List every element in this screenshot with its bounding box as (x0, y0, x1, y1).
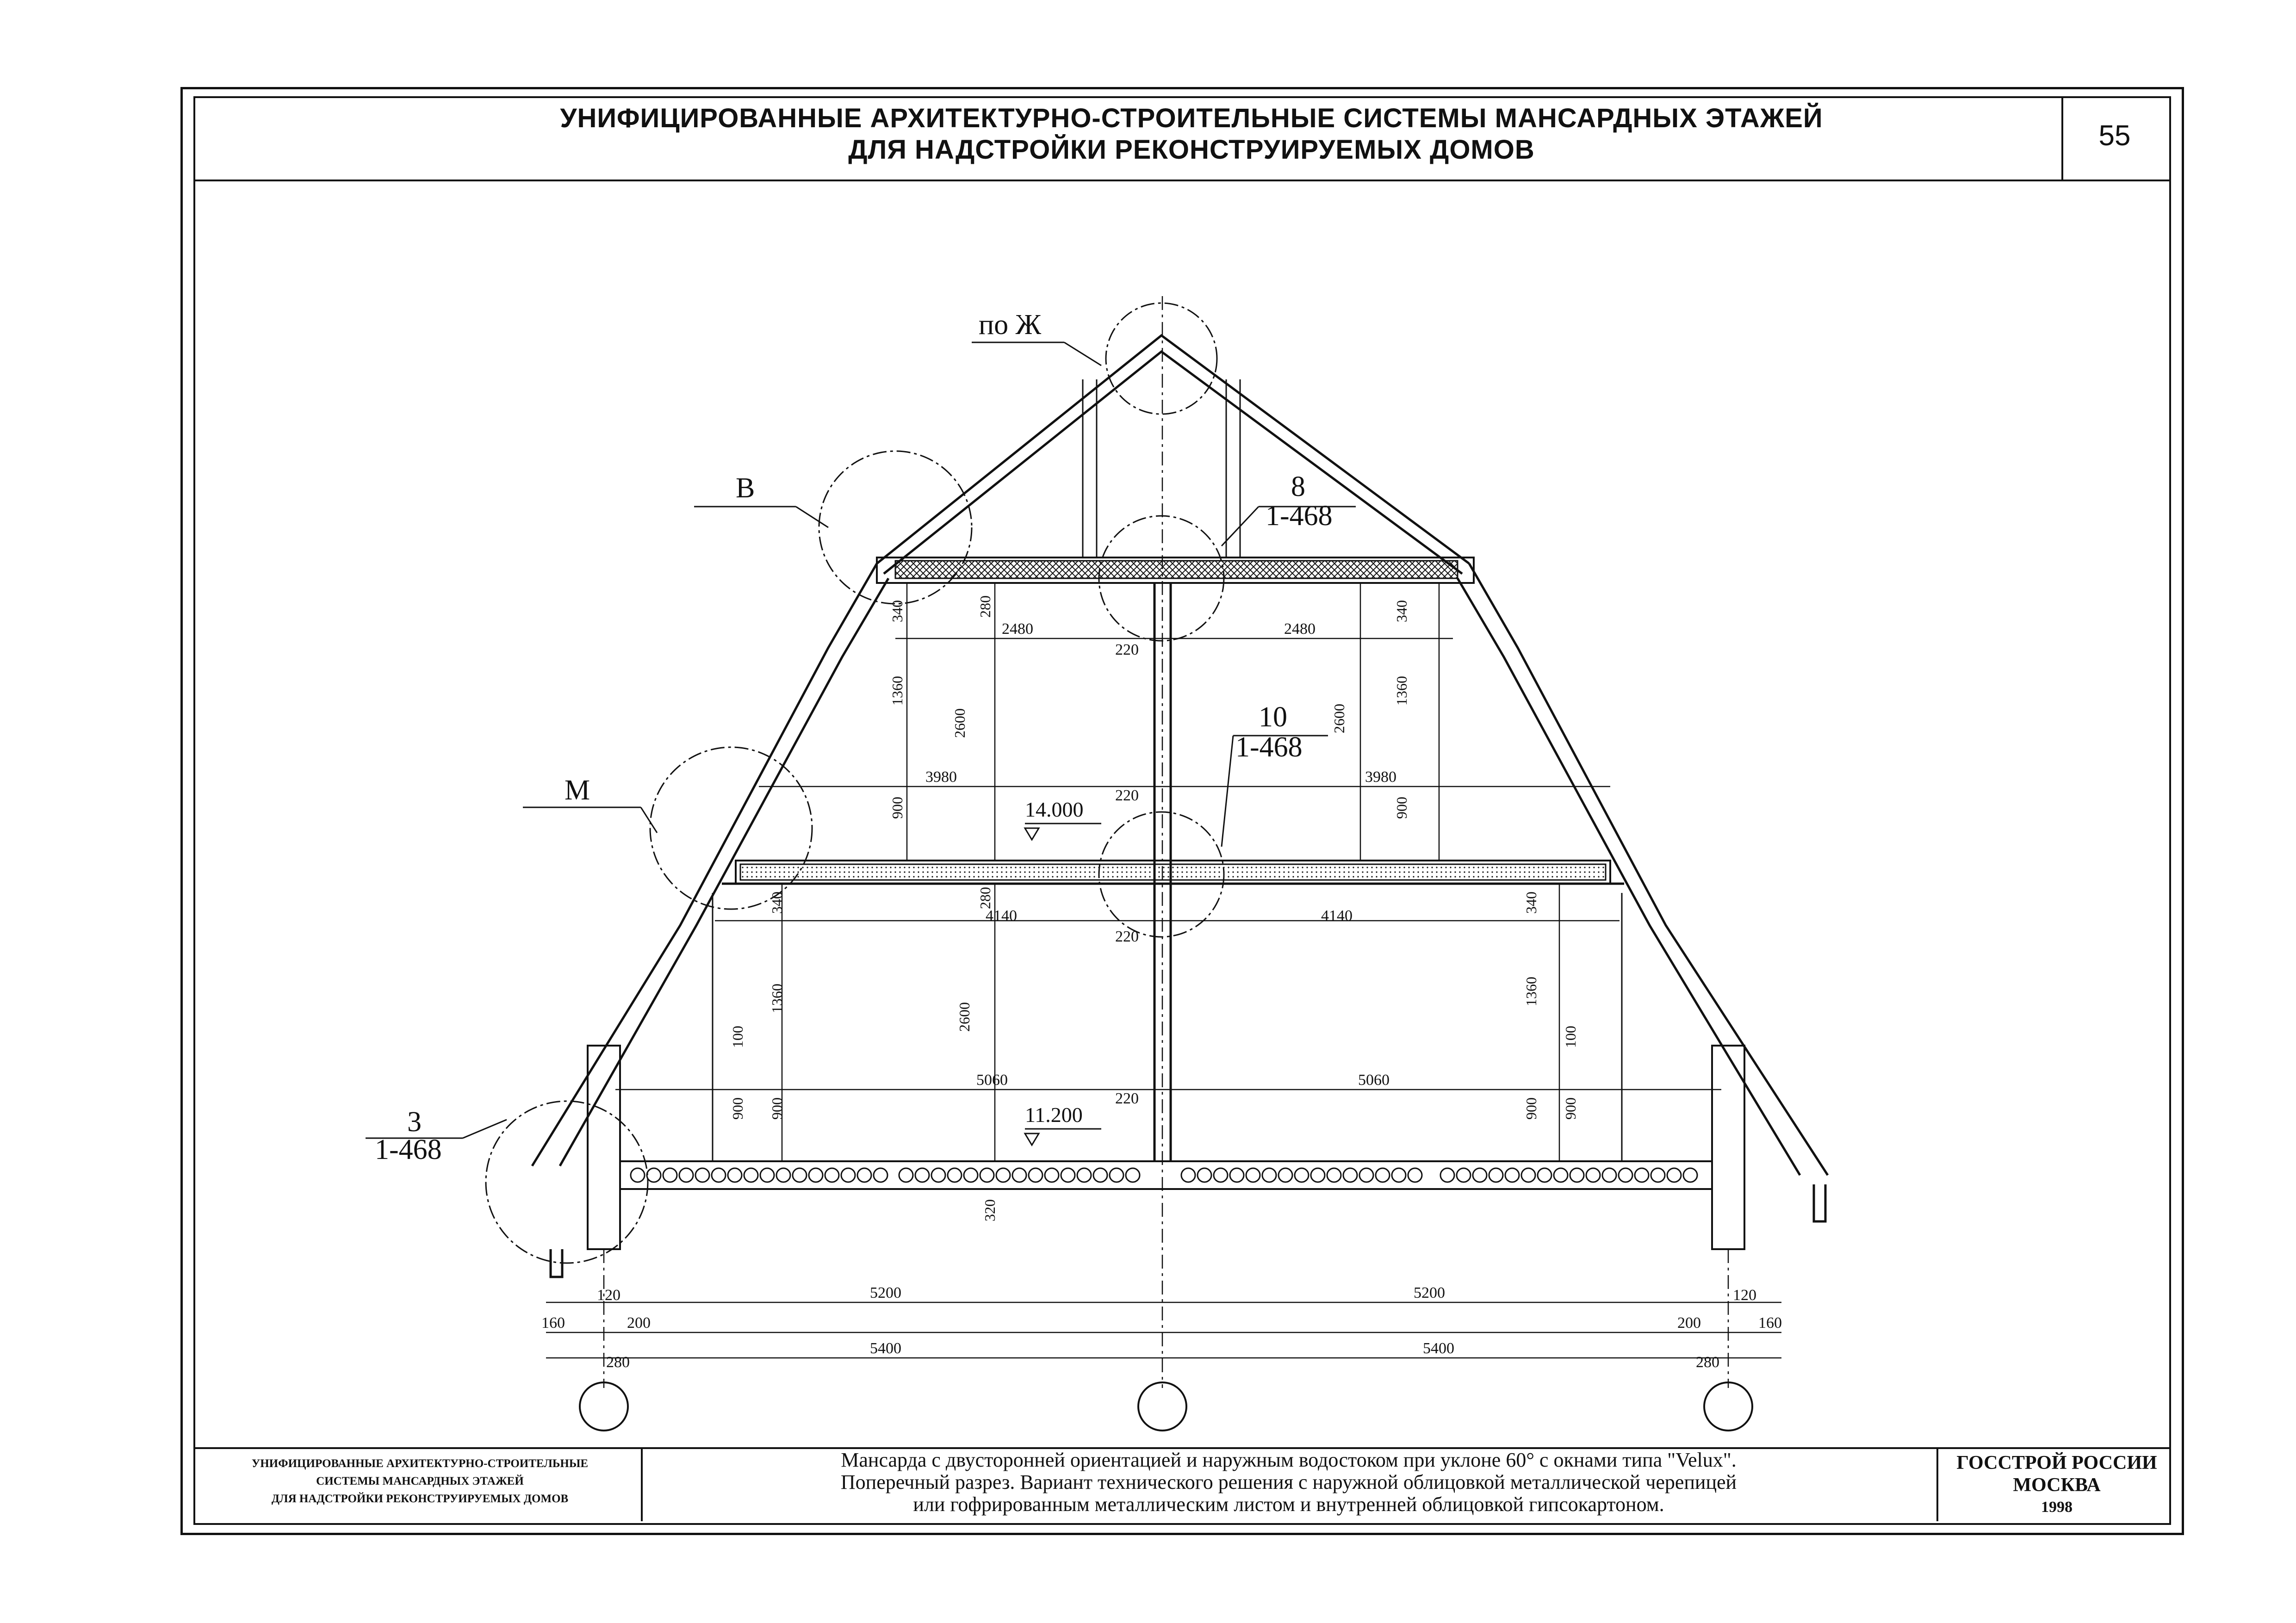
callout-ridge: по Ж (979, 309, 1042, 341)
dim-900-upper-right: 900 (1393, 797, 1410, 819)
dim-340-mid-left: 340 (769, 892, 785, 914)
series-line1: УНИФИЦИРОВАННЫЕ АРХИТЕКТУРНО-СТРОИТЕЛЬНЫЕ (251, 1457, 589, 1470)
callout-node3-ref: 1-468 (375, 1134, 442, 1165)
dim-1360-upper-right: 1360 (1393, 676, 1410, 706)
dim-200-right: 200 (1677, 1314, 1701, 1332)
org-year: 1998 (2041, 1499, 2073, 1516)
dim-280-left: 280 (606, 1354, 630, 1371)
floor-insulation (740, 864, 1606, 880)
caption-line2: Поперечный разрез. Вариант технического решения с наружной облицовкой металлической черепицей (840, 1471, 1737, 1493)
dim-200-left: 200 (627, 1314, 651, 1332)
dim-4140-right: 4140 (1321, 907, 1353, 924)
callout-node8-ref: 1-468 (1266, 500, 1333, 532)
title-block-organization (1939, 1452, 2175, 1518)
dimension-labels (541, 620, 1782, 1371)
dim-5400-right: 5400 (1423, 1340, 1454, 1357)
dim-5200-left: 5200 (870, 1284, 901, 1301)
callout-node10-number: 10 (1259, 701, 1287, 733)
detail-node-circles (486, 303, 1224, 1263)
title-block-separator-right (1936, 1447, 1938, 1521)
dim-340-upper-left: 340 (889, 600, 906, 622)
dim-5400-left: 5400 (870, 1340, 901, 1357)
caption-line1: Мансарда с двусторонней ориентацией и наружным водостоком при уклоне 60° с окнами типа "Velux". (841, 1449, 1737, 1471)
dim-320: 320 (981, 1199, 998, 1221)
dim-2600-low: 2600 (956, 1002, 973, 1032)
title-block-series (204, 1455, 636, 1508)
dim-2480-left: 2480 (1002, 620, 1033, 638)
title-block-separator-left (641, 1447, 643, 1521)
level-upper-floor: 14.000 (1025, 798, 1084, 821)
page-number: 55 (2098, 120, 2131, 152)
series-line2: СИСТЕМЫ МАНСАРДНЫХ ЭТАЖЕЙ (316, 1475, 524, 1487)
dim-1360-upper-left: 1360 (889, 676, 906, 706)
sheet-title-line2: ДЛЯ НАДСТРОЙКИ РЕКОНСТРУИРУЕМЫХ ДОМОВ (848, 135, 1535, 165)
dim-280-mid: 280 (977, 887, 993, 909)
dim-2600-upper-right: 2600 (1331, 704, 1347, 733)
dim-5200-right: 5200 (1414, 1284, 1445, 1301)
dim-100-right: 100 (1562, 1026, 1579, 1048)
caption-line3: или гофрированным металлическим листом и внутренней облицовкой гипсокартоном. (913, 1493, 1664, 1516)
dim-340-upper-right: 340 (1393, 600, 1410, 622)
dim-340-mid-right: 340 (1523, 892, 1539, 914)
dim-3980-right: 3980 (1365, 768, 1396, 786)
dim-160-left: 160 (541, 1314, 565, 1332)
dim-900-low-right-a: 900 (1523, 1097, 1539, 1120)
ceiling-insulation (895, 561, 1458, 578)
callout-eave-upper: В (736, 472, 755, 504)
dim-160-right: 160 (1758, 1314, 1782, 1332)
dim-220-mid: 220 (1115, 787, 1139, 804)
roof-structure (532, 335, 1828, 1277)
dim-3980-left: 3980 (925, 768, 957, 786)
callout-eave-mid: М (565, 774, 590, 806)
dim-220-upper: 220 (1115, 641, 1139, 658)
dim-2480-right: 2480 (1284, 620, 1316, 638)
org-city: МОСКВА (2013, 1474, 2101, 1496)
org-name: ГОССТРОЙ РОССИИ (1956, 1452, 2157, 1474)
drawing-caption (648, 1449, 1930, 1516)
level-lower-floor: 11.200 (1025, 1103, 1083, 1127)
callout-node10-ref: 1-468 (1235, 731, 1303, 763)
series-line3: ДЛЯ НАДСТРОЙКИ РЕКОНСТРУИРУЕМЫХ ДОМОВ (271, 1493, 569, 1505)
dim-120-right: 120 (1733, 1287, 1756, 1304)
callout-leaders (366, 342, 1356, 1138)
dim-2600-upper-left: 2600 (951, 708, 968, 738)
dim-900-low-right-b: 900 (1562, 1097, 1579, 1120)
dim-220-bottom: 220 (1115, 1090, 1139, 1107)
grid-axis-bubbles (580, 1382, 1752, 1431)
dim-5060-left: 5060 (976, 1072, 1008, 1089)
callout-node8-number: 8 (1291, 471, 1305, 502)
dim-220-low: 220 (1115, 928, 1139, 945)
dim-1360-low-left: 1360 (769, 984, 785, 1013)
dim-280-right: 280 (1696, 1354, 1719, 1371)
dim-5060-right: 5060 (1358, 1072, 1390, 1089)
dim-900-low-left-a: 900 (729, 1097, 746, 1120)
dim-120-left: 120 (597, 1287, 621, 1304)
sheet-title-line1: УНИФИЦИРОВАННЫЕ АРХИТЕКТУРНО-СТРОИТЕЛЬНЫЕ СИСТЕМЫ МАНСАРДНЫХ ЭТАЖЕЙ (560, 103, 1823, 133)
dim-4140-left: 4140 (986, 907, 1017, 924)
dimension-lines (546, 296, 1781, 1388)
dim-280-upper: 280 (977, 595, 993, 618)
callout-node3-number: 3 (407, 1106, 422, 1138)
dim-1360-low-right: 1360 (1523, 977, 1539, 1006)
dim-900-upper-left: 900 (889, 797, 906, 819)
dim-100-left: 100 (729, 1026, 746, 1048)
dim-900-low-left-b: 900 (769, 1097, 785, 1120)
hollow-core-slab (631, 1168, 1697, 1182)
